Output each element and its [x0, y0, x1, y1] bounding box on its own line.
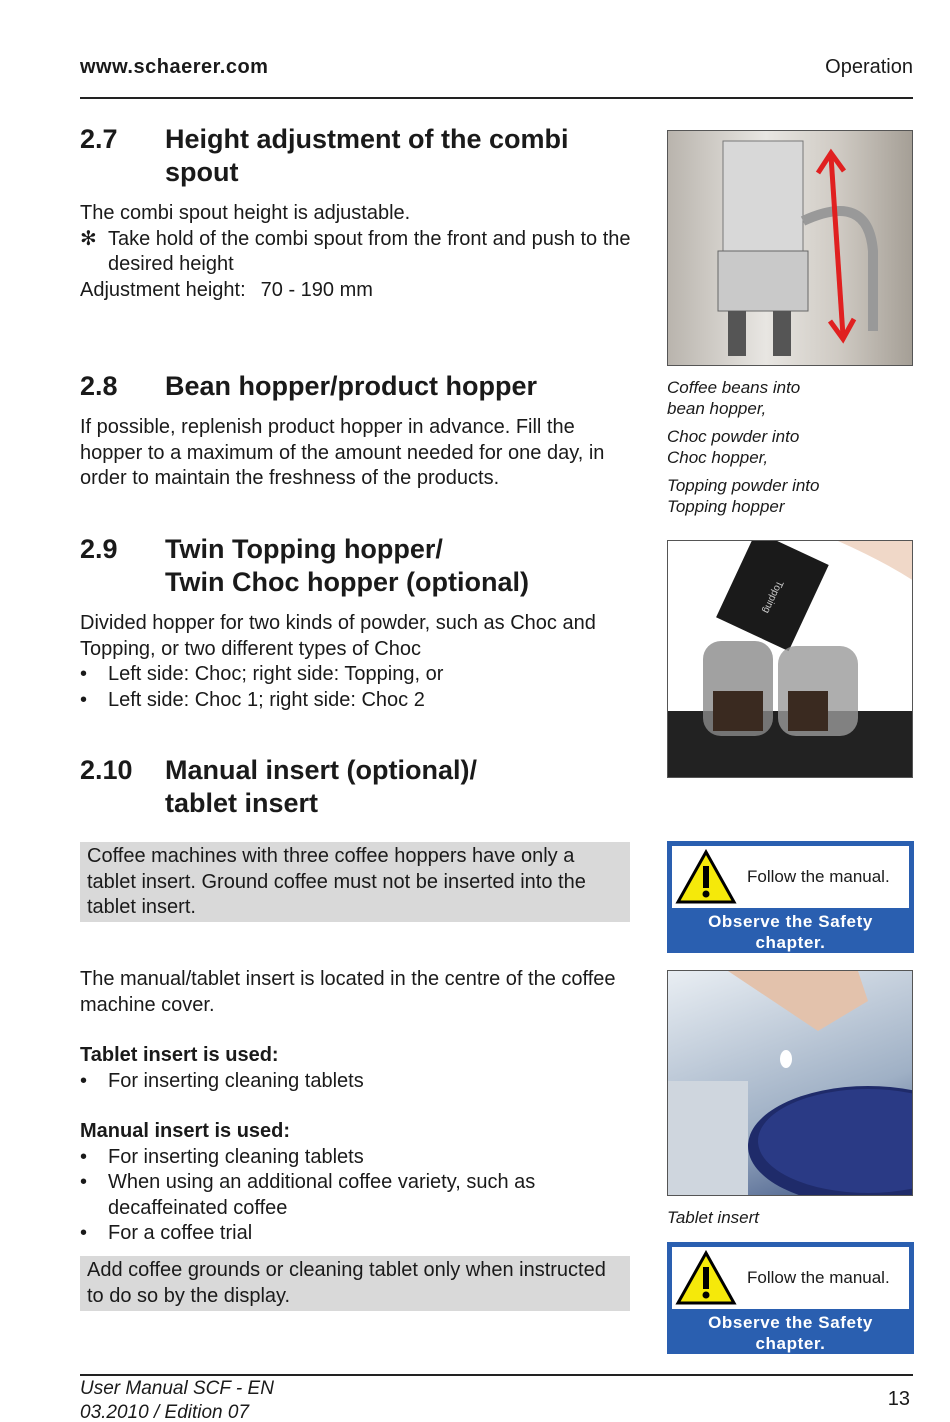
warning-text: Follow the manual.	[747, 867, 890, 886]
safety-warning	[667, 841, 914, 953]
warning-safety-text: Observe the Safety chapter.	[708, 912, 873, 952]
edition: 03.2010 / Edition 07	[80, 1402, 250, 1422]
manual-title: User Manual SCF - EN	[80, 1378, 274, 1399]
warning-triangle-icon	[675, 849, 737, 905]
safety-warning	[667, 1242, 914, 1354]
subheading: Manual insert is used:	[80, 1120, 291, 1142]
heading-title: Manual insert (optional)/ tablet insert	[165, 755, 478, 818]
up-down-arrow-icon	[818, 153, 854, 339]
spout-illustration	[668, 131, 913, 366]
location-text: The manual/tablet insert is located in the centre of the coffee machine cover.	[80, 968, 616, 1016]
hopper-caption: Coffee beans into bean hopper, Choc powder into Choc hopper, Topping powder into Topping hopper	[667, 378, 820, 516]
list-item: • Left side: Choc 1; right side: Choc 2	[80, 688, 425, 711]
heading-number: 2.8	[80, 371, 118, 401]
heading-number: 2.7	[80, 124, 118, 154]
section-2-9-body	[80, 611, 620, 713]
footer-rule	[80, 1374, 913, 1376]
section-name: Operation	[825, 56, 913, 78]
list-item: • For inserting cleaning tablets	[80, 1069, 364, 1092]
section-2-8-body	[80, 415, 610, 492]
warning-text: Follow the manual.	[747, 1268, 890, 1287]
warning-safety-text: Observe the Safety chapter.	[708, 1313, 873, 1353]
hopper-photo	[667, 540, 913, 778]
adjustment-height: Adjustment height: 70 - 190 mm	[80, 278, 373, 301]
list-item: • For a coffee trial	[80, 1222, 253, 1244]
hopper-illustration	[668, 541, 913, 778]
heading-number: 2.9	[80, 534, 118, 564]
footer-info	[80, 1377, 274, 1422]
tablet-insert-photo	[667, 970, 913, 1196]
tablet-caption: Tablet insert	[667, 1208, 759, 1227]
heading-number: 2.10	[80, 755, 133, 785]
combi-spout-photo	[667, 130, 913, 366]
body-text: If possible, replenish product hopper in advance. Fill the hopper to a maximum of the amount needed for one day, in order to maintain the freshness of the products.	[80, 416, 605, 489]
manual-insert-usage	[80, 1119, 600, 1247]
step: ✻ Take hold of the combi spout from the front and push to the desired height	[80, 227, 631, 275]
tablet-insert-usage	[80, 1043, 640, 1094]
heading-title: Twin Topping hopper/ Twin Choc hopper (optional)	[165, 534, 529, 597]
website: www.schaerer.com	[80, 56, 269, 78]
bag-label: Topping	[760, 578, 785, 615]
body-text: Divided hopper for two kinds of powder, such as Choc and Topping, or two different types of Choc	[80, 612, 596, 660]
list-item: • For inserting cleaning tablets	[80, 1145, 364, 1168]
step-marker-icon: ✻	[80, 227, 97, 250]
intro-text: The combi spout height is adjustable.	[80, 202, 411, 224]
section-2-7-body	[80, 201, 640, 303]
subheading: Tablet insert is used:	[80, 1044, 279, 1066]
heading-title: Height adjustment of the combi spout	[165, 124, 569, 187]
page-number: 13	[887, 1388, 910, 1410]
warning-triangle-icon	[675, 1250, 737, 1306]
header-rule	[80, 97, 913, 99]
tablet-illustration	[668, 971, 913, 1196]
heading-title: Bean hopper/product hopper	[165, 371, 538, 401]
note-box: Add coffee grounds or cleaning tablet only when instructed to do so by the display.	[80, 1256, 630, 1311]
note-box: Coffee machines with three coffee hoppers have only a tablet insert. Ground coffee must not be inserted into the tablet insert.	[80, 842, 630, 922]
list-item: • When using an additional coffee variety, such as decaffeinated coffee	[80, 1171, 536, 1219]
list-item: • Left side: Choc; right side: Topping, or	[80, 663, 444, 685]
